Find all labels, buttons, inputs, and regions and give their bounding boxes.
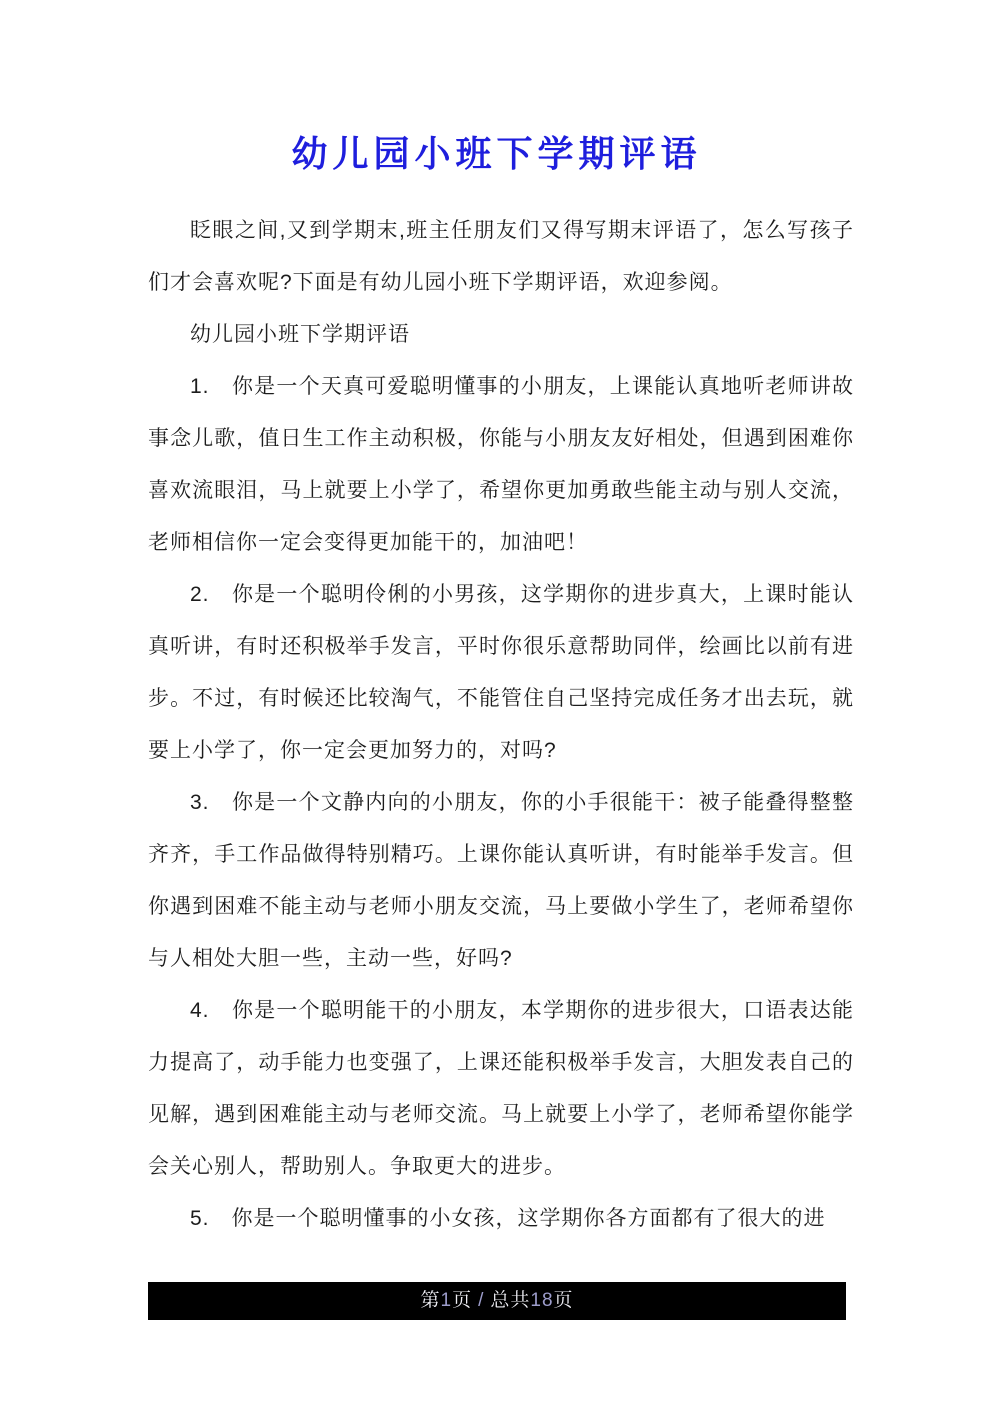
current-page-number: 1: [440, 1290, 453, 1311]
page-label-prefix: 第: [420, 1290, 441, 1311]
section-subtitle: 幼儿园小班下学期评语: [190, 323, 410, 346]
comment-item-5: 5. 你是一个聪明懂事的小女孩，这学期你各方面都有了很大的进: [190, 1207, 826, 1230]
document-body: [148, 205, 854, 1245]
comment-item-1: 1. 你是一个天真可爱聪明懂事的小朋友，上课能认真地听老师讲故事念儿歌，值日生工作主动积极，你能与小朋友友好相处，但遇到困难你喜欢流眼泪，马上就要上小学了，希望你更加勇敢些能主动与别人交流，老师相信你一定会变得更加能干的，加油吧！: [148, 375, 854, 554]
comment-item-4: 4. 你是一个聪明能干的小朋友，本学期你的进步很大，口语表达能力提高了，动手能力也变强了，上课还能积极举手发言，大胆发表自己的见解，遇到困难能主动与老师交流。马上就要上小学了，老师希望你能学会关心别人，帮助别人。争取更大的进步。: [148, 999, 854, 1178]
comment-item-3: 3. 你是一个文静内向的小朋友，你的小手很能干：被子能叠得整整齐齐，手工作品做得特别精巧。上课你能认真听讲，有时能举手发言。但你遇到困难不能主动与老师小朋友交流，马上要做小学生了，老师希望你与人相处大胆一些，主动一些，好吗?: [148, 791, 854, 970]
document-title: 幼儿园小班下学期评语: [291, 134, 702, 175]
comment-item-2: 2. 你是一个聪明伶俐的小男孩，这学期你的进步真大，上课时能认真听讲，有时还积极举手发言，平时你很乐意帮助同伴，绘画比以前有进步。不过，有时候还比较淘气，不能管住自己坚持完成任务才出去玩，就要上小学了，你一定会更加努力的，对吗?: [148, 583, 854, 762]
total-page-number: 18: [530, 1290, 554, 1311]
total-label-suffix: 页: [553, 1290, 574, 1311]
page-separator: /: [478, 1290, 485, 1311]
page-number-bar: [148, 1282, 846, 1320]
total-label-prefix: 总共: [490, 1290, 531, 1311]
page-label-suffix: 页: [452, 1290, 473, 1311]
intro-paragraph: 眨眼之间,又到学期末,班主任朋友们又得写期末评语了，怎么写孩子们才会喜欢呢?下面是有幼儿园小班下学期评语，欢迎参阅。: [148, 219, 854, 294]
